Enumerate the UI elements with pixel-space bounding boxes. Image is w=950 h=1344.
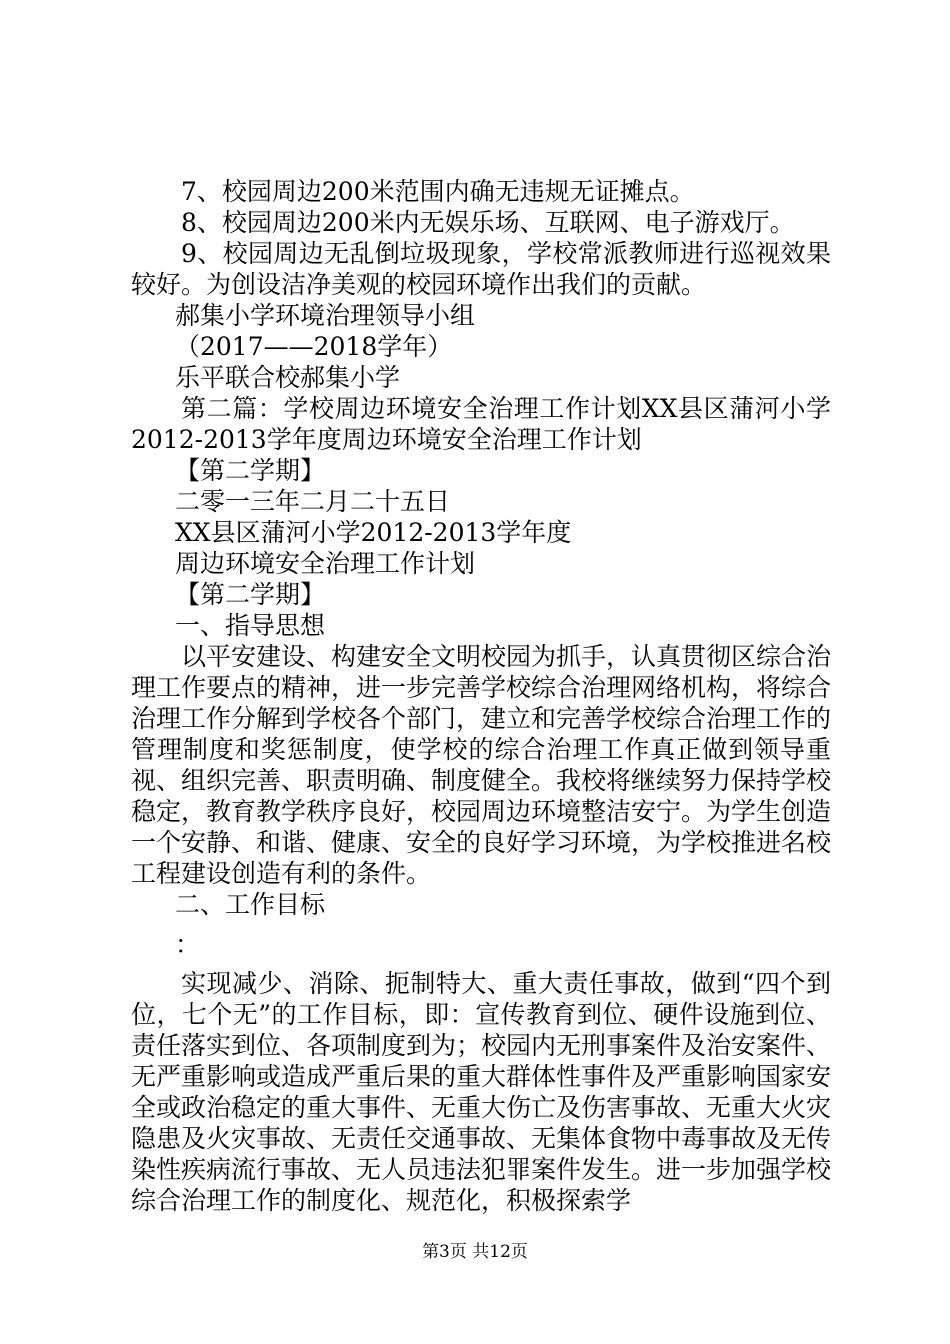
school-name: 乐平联合校郝集小学 <box>175 363 401 392</box>
guiding-thought-body: 以平安建设、构建安全文明校园为抓手，认真贯彻区综合治理工作要点的精神，进一步完善学校综合治理网络机构，将综合治理工作分解到学校各个部门，建立和完善学校综合治理工作的管理制度和奖惩制度，使学校的综合治理工作真正做到领导重视、组织完善、职责明确、制度健全。我校将继续努力保持学校稳定，教育教学秩序良好，校园周边环境整洁安宁。为学生创造一个安静、和谐、健康、安全的良好学习环境，为学校推进名校工程建设创造有利的条件。 <box>131 642 832 888</box>
page-footer <box>0 1241 950 1263</box>
document-body <box>131 176 831 1216</box>
semester-label: 【第二学期】 <box>175 456 326 485</box>
list-item-7: 7、校园周边200米范围内确无违规无证摊点。 <box>181 177 695 206</box>
section-heading-guiding-thought: 一、指导思想 <box>175 611 326 640</box>
group-name: 郝集小学环境治理领导小组 <box>175 301 476 330</box>
school-year: （2017——2018学年） <box>175 332 453 361</box>
list-item-9: 9、校园周边无乱倒垃圾现象，学校常派教师进行巡视效果较好。为创设洁净美观的校园环境作出我们的贡献。 <box>131 239 831 299</box>
plan-school-year: XX县区蒲河小学2012-2013学年度 <box>175 518 572 547</box>
document-date: 二零一三年二月二十五日 <box>175 487 451 516</box>
semester-label-2: 【第二学期】 <box>175 580 326 609</box>
chapter-title: 第二篇：学校周边环境安全治理工作计划XX县区蒲河小学2012-2013学年度周边环境安全治理工作计划 <box>131 394 831 454</box>
work-goal-body: 实现减少、消除、扼制特大、重大责任事故，做到“四个到位，七个无”的工作目标，即：宣传教育到位、硬件设施到位、责任落实到位、各项制度到为；校园内无刑事案件及治安案件、无严重影响或造成严重后果的重大群体性事件及严重影响国家安全或政治稳定的重大事件、无重大伤亡及伤害事故、无重大火灾隐患及火灾事故、无责任交通事故、无集体食物中毒事故及无传染性疾病流行事故、无人员违法犯罪案件发生。进一步加强学校综合治理工作的制度化、规范化，积极探索学 <box>131 969 832 1215</box>
stray-colon: ： <box>175 930 201 959</box>
list-item-8: 8、校园周边200米内无娱乐场、互联网、电子游戏厅。 <box>181 208 795 237</box>
plan-title: 周边环境安全治理工作计划 <box>175 549 476 578</box>
page-number: 第3页 共12页 <box>422 1242 528 1262</box>
section-heading-work-goal: 二、工作目标 <box>175 890 326 919</box>
